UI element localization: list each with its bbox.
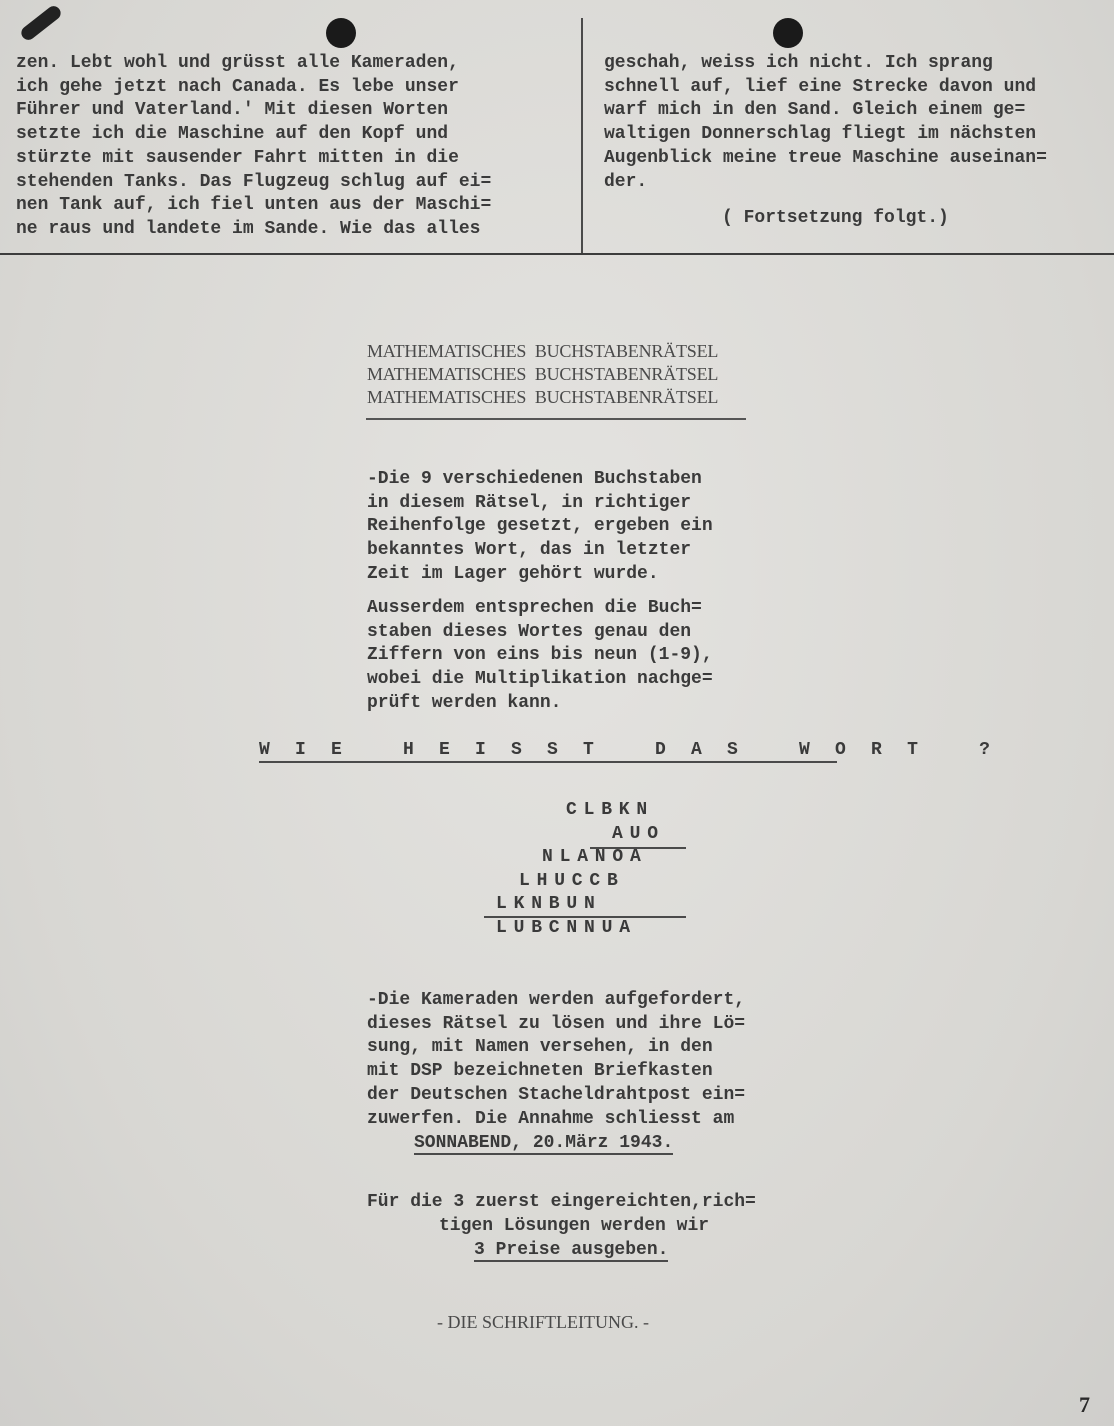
prizes-line: tigen Lösungen werden wir <box>439 1216 710 1236</box>
question-heading: W I E H E I S S T D A S W O R T ? <box>259 740 837 763</box>
intro-line: staben dieses Wortes genau den <box>367 621 692 642</box>
intro-line: in diesem Rätsel, in richtiger <box>367 492 692 513</box>
instructions-line: mit DSP bezeichneten Briefkasten <box>367 1061 713 1082</box>
instructions-line: der Deutschen Stacheldrahtpost ein= <box>367 1084 746 1105</box>
story-line: ne raus und landete im Sande. Wie das alles <box>16 218 481 239</box>
intro-line: Ziffern von eins bis neun (1-9), <box>367 645 713 666</box>
story-line: warf mich in den Sand. Gleich einem ge= <box>604 100 1026 121</box>
punch-hole-right <box>773 18 803 48</box>
continuation-note: ( Fortsetzung folgt.) <box>722 208 949 228</box>
prizes-line: Für die 3 zuerst eingereichten,rich= <box>367 1192 756 1212</box>
intro-line: wobei die Multiplikation nachge= <box>367 669 713 690</box>
puzzle-row: LKNBUN <box>496 894 602 914</box>
title-underline <box>366 418 746 420</box>
puzzle-row: LHUCCB <box>519 871 625 891</box>
puzzle-row: CLBKN <box>566 800 655 820</box>
intro-paragraph-2 <box>367 597 713 716</box>
instructions-paragraph <box>367 989 745 1131</box>
instructions-line: dieses Rätsel zu lösen und ihre Lö= <box>367 1013 746 1034</box>
signature: - DIE SCHRIFTLEITUNG. - <box>437 1312 649 1332</box>
story-line: der. <box>604 171 648 192</box>
story-line: Augenblick meine treue Maschine auseinan= <box>604 147 1047 168</box>
instructions-line: sung, mit Namen versehen, in den <box>367 1037 713 1058</box>
puzzle-row: NLANOA <box>542 847 648 867</box>
instructions-line: -Die Kameraden werden aufgefordert, <box>367 990 746 1010</box>
column-divider <box>581 18 583 254</box>
story-line: stürzte mit sausender Fahrt mitten in die <box>16 147 459 168</box>
puzzle-title <box>367 340 718 409</box>
story-line: Führer und Vaterland.' Mit diesen Worten <box>16 100 449 121</box>
puzzle-row: AUO <box>612 824 665 844</box>
story-line: waltigen Donnerschlag fliegt im nächsten <box>604 124 1037 145</box>
intro-line: Ausserdem entsprechen die Buch= <box>367 598 702 618</box>
instructions-line: zuwerfen. Die Annahme schliesst am <box>367 1108 735 1129</box>
intro-line: -Die 9 verschiedenen Buchstaben <box>367 469 702 489</box>
story-line: ich gehe jetzt nach Canada. Es lebe unser <box>16 76 459 97</box>
story-line: schnell auf, lief eine Strecke davon und <box>604 76 1037 97</box>
intro-line: bekanntes Wort, das in letzter <box>367 540 692 561</box>
puzzle-title-line: MATHEMATISCHES BUCHSTABENRÄTSEL <box>367 364 719 384</box>
page-number: 7 <box>1079 1392 1090 1417</box>
puzzle-row: LUBCNNUA <box>496 918 637 938</box>
story-line: setzte ich die Maschine auf den Kopf und <box>16 124 449 145</box>
story-left-column <box>16 52 576 242</box>
story-line: geschah, weiss ich nicht. Ich sprang <box>604 53 993 73</box>
punch-hole-left <box>326 18 356 48</box>
ink-smudge <box>19 3 64 42</box>
intro-line: Zeit im Lager gehört wurde. <box>367 563 659 584</box>
puzzle-title-line: MATHEMATISCHES BUCHSTABENRÄTSEL <box>367 341 719 361</box>
section-rule <box>0 253 1114 255</box>
intro-line: prüft werden kann. <box>367 692 562 713</box>
story-right-column <box>604 52 1104 194</box>
intro-line: Reihenfolge gesetzt, ergeben ein <box>367 516 713 537</box>
prizes-line: 3 Preise ausgeben. <box>474 1240 669 1260</box>
intro-paragraph-1 <box>367 468 713 587</box>
puzzle-title-line: MATHEMATISCHES BUCHSTABENRÄTSEL <box>367 387 719 407</box>
story-line: stehenden Tanks. Das Flugzeug schlug auf ei= <box>16 171 492 192</box>
story-line: zen. Lebt wohl und grüsst alle Kameraden, <box>16 53 459 73</box>
deadline-date: SONNABEND, 20.März 1943. <box>414 1133 674 1153</box>
story-line: nen Tank auf, ich fiel unten aus der Maschi= <box>16 195 492 216</box>
